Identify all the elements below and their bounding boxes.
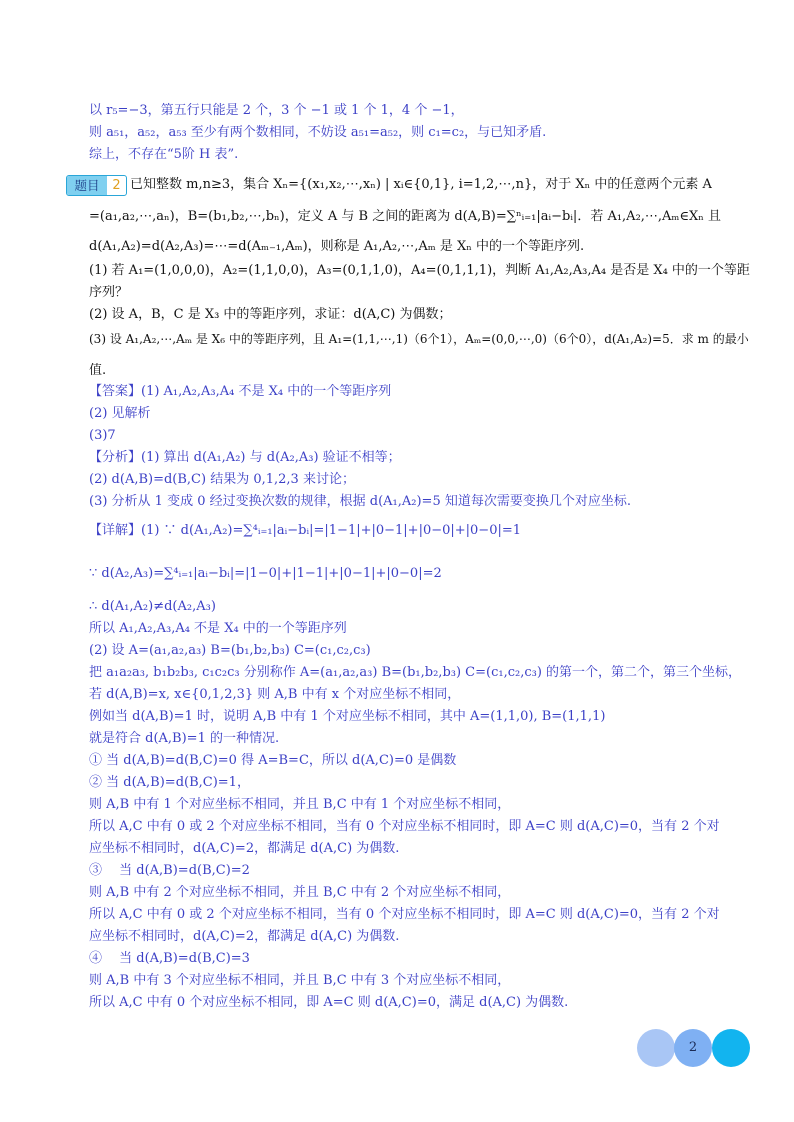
detail-line: 所以 A,C 中有 0 或 2 个对应坐标不相同，当有 0 个对应坐标不相同时，即 A=C 则 d(A,C)=0，当有 2 个对 [89, 819, 720, 834]
prev-solution-line: 则 a₅₁，a₅₂，a₅₃ 至少有两个数相同，不妨设 a₅₁=a₅₂，则 c₁=c₂，与已知矛盾. [89, 125, 547, 140]
detail-line: 把 a₁a₂a₃, b₁b₂b₃, c₁c₂c₃ 分别称作 A=(a₁,a₂,a₃) B=(b₁,b₂,b₃) C=(c₁,c₂,c₃) 的第一个，第二个，第三个坐标， [89, 665, 742, 680]
detail-line: ∴ d(A₁,A₂)≠d(A₂,A₃) [89, 599, 216, 614]
detail-line: ② 当 d(A,B)=d(B,C)=1， [89, 775, 250, 790]
page-number: 2 [688, 1040, 698, 1055]
detail-line: ④ 当 d(A,B)=d(B,C)=3 [89, 951, 250, 966]
detail-line: 应坐标不相同时，d(A,C)=2，都满足 d(A,C) 为偶数. [89, 841, 400, 856]
analysis-line: (2) d(A,B)=d(B,C) 结果为 0,1,2,3 来讨论； [89, 472, 355, 487]
detail-line: ① 当 d(A,B)=d(B,C)=0 得 A=B=C，所以 d(A,C)=0 是偶数 [89, 753, 457, 768]
answer-line: (3)7 [89, 428, 116, 443]
detail-line: 所以 A₁,A₂,A₃,A₄ 不是 X₄ 中的一个等距序列 [89, 621, 347, 636]
detail-line: 【详解】(1) ∵ d(A₁,A₂)=∑⁴ᵢ₌₁|aᵢ−bᵢ|=|1−1|+|0−1|+|0−0|+|0−0|=1 [89, 523, 522, 538]
analysis-line: (3) 分析从 1 变成 0 经过变换次数的规律，根据 d(A₁,A₂)=5 知道每次需要变换几个对应坐标. [89, 494, 631, 509]
detail-line: (2) 设 A=(a₁,a₂,a₃) B=(b₁,b₂,b₃) C=(c₁,c₂,c₃) [89, 643, 371, 658]
problem-line: 值. [89, 363, 107, 378]
analysis-line: 【分析】(1) 算出 d(A₁,A₂) 与 d(A₂,A₃) 验证不相等； [89, 450, 401, 465]
detail-line: 则 A,B 中有 2 个对应坐标不相同，并且 B,C 中有 2 个对应坐标不相同， [89, 885, 511, 900]
problem-line: (3) 设 A₁,A₂,⋯,Aₘ 是 X₆ 中的等距序列，且 A₁=(1,1,⋯,1)（6个1），Aₘ=(0,0,⋯,0)（6个0），d(A₁,A₂)=5．求 m 的最小 [89, 332, 749, 346]
prev-solution-line: 综上，不存在“5阶 H 表”. [89, 147, 239, 162]
detail-line: ∵ d(A₂,A₃)=∑⁴ᵢ₌₁|aᵢ−bᵢ|=|1−0|+|1−1|+|0−1|+|0−0|=2 [89, 566, 442, 581]
detail-line: 则 A,B 中有 3 个对应坐标不相同，并且 B,C 中有 3 个对应坐标不相同， [89, 973, 511, 988]
detail-line: 则 A,B 中有 1 个对应坐标不相同，并且 B,C 中有 1 个对应坐标不相同， [89, 797, 511, 812]
prev-solution-line: 以 r₅=−3，第五行只能是 2 个，3 个 −1 或 1 个 1，4 个 −1， [89, 103, 464, 118]
page-number-badge [637, 1028, 750, 1068]
problem-number: 2 [112, 178, 121, 193]
badge-circle-left [637, 1029, 675, 1067]
problem-line: =(a₁,a₂,⋯,aₙ)，B=(b₁,b₂,⋯,bₙ)，定义 A 与 B 之间的距离为 d(A,B)=∑ⁿᵢ₌₁|aᵢ−bᵢ|．若 A₁,A₂,⋯,Aₘ∈Xₙ 且 [89, 209, 722, 224]
detail-line: 所以 A,C 中有 0 个对应坐标不相同，即 A=C 则 d(A,C)=0，满足 d(A,C) 为偶数. [89, 995, 569, 1010]
badge-circle-right [712, 1029, 750, 1067]
problem-line: (2) 设 A，B，C 是 X₃ 中的等距序列，求证：d(A,C) 为偶数； [89, 307, 452, 322]
problem-line: d(A₁,A₂)=d(A₂,A₃)=⋯=d(Aₘ₋₁,Aₘ)，则称是 A₁,A₂,⋯,Aₘ 是 Xₙ 中的一个等距序列. [89, 239, 585, 254]
answer-line: 【答案】(1) A₁,A₂,A₃,A₄ 不是 X₄ 中的一个等距序列 [89, 384, 392, 399]
problem-line: (1) 若 A₁=(1,0,0,0)，A₂=(1,1,0,0)，A₃=(0,1,1,0)，A₄=(0,1,1,1)，判断 A₁,A₂,A₃,A₄ 是否是 X₄ 中的一个等距 [89, 263, 750, 278]
detail-line: 所以 A,C 中有 0 或 2 个对应坐标不相同，当有 0 个对应坐标不相同时，即 A=C 则 d(A,C)=0，当有 2 个对 [89, 907, 720, 922]
answer-line: (2) 见解析 [89, 406, 151, 421]
detail-line: 应坐标不相同时，d(A,C)=2，都满足 d(A,C) 为偶数. [89, 929, 400, 944]
detail-line: 若 d(A,B)=x, x∈{0,1,2,3} 则 A,B 中有 x 个对应坐标不相同， [89, 687, 461, 702]
problem-label-badge [66, 175, 127, 196]
problem-label: 题目 [67, 176, 107, 195]
detail-line: ③ 当 d(A,B)=d(B,C)=2 [89, 863, 250, 878]
problem-line: 已知整数 m,n≥3，集合 Xₙ={(x₁,x₂,⋯,xₙ) | xᵢ∈{0,1}, i=1,2,⋯,n}，对于 Xₙ 中的任意两个元素 A [130, 177, 712, 192]
problem-line: 序列？ [89, 285, 129, 300]
detail-line: 就是符合 d(A,B)=1 的一种情况. [89, 731, 280, 746]
detail-line: 例如当 d(A,B)=1 时，说明 A,B 中有 1 个对应坐标不相同，其中 A=(1,1,0), B=(1,1,1) [89, 709, 606, 724]
